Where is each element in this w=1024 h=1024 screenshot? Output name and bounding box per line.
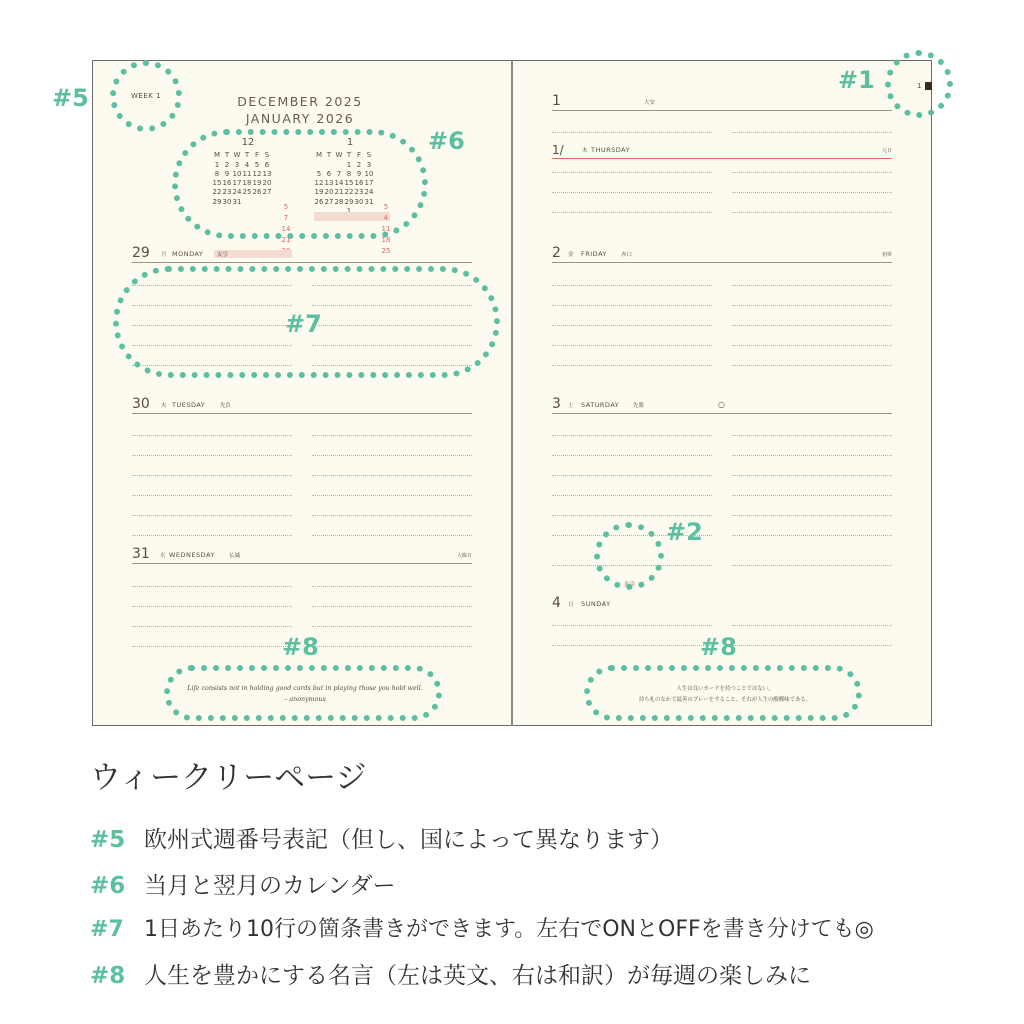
calendar-day: 24: [364, 188, 374, 197]
day-note: 初夢: [881, 252, 892, 258]
calendar-sunday: 4: [383, 214, 389, 222]
calendar-day: 5: [316, 169, 322, 178]
calendar-sunday: 21: [281, 236, 291, 244]
day-header-wednesday: [132, 546, 472, 564]
calendar-day: W: [335, 151, 343, 160]
calendar-day: 26: [314, 197, 324, 206]
writing-line: [552, 345, 712, 346]
calendar-day: 10: [364, 169, 374, 178]
day-number: 29: [132, 245, 150, 261]
callout-8-right: #8: [700, 633, 737, 661]
writing-line: [732, 515, 892, 516]
calendar-day: 16: [354, 179, 364, 188]
ring-week-number: [110, 60, 182, 132]
writing-line: [732, 535, 892, 536]
calendar-day: 11: [242, 169, 252, 178]
writing-line: [132, 495, 292, 496]
calendar-day: 1: [346, 160, 352, 169]
header-line2: JANUARY 2026: [245, 111, 355, 126]
header-line1: DECEMBER 2025: [237, 94, 363, 109]
writing-line: [732, 305, 892, 306]
day-rokuyo: 先勝: [633, 403, 645, 409]
writing-line: [552, 645, 712, 646]
mini-calendar-month: 12: [241, 137, 255, 148]
calendar-day: T: [346, 151, 352, 160]
planner-spine: [511, 60, 513, 726]
writing-line: [552, 212, 712, 213]
day-number: 31: [132, 546, 150, 562]
callout-1: #1: [838, 66, 875, 94]
calendar-day: S: [366, 151, 372, 160]
calendar-day: 17: [364, 179, 374, 188]
calendar-day: W: [233, 151, 241, 160]
calendar-day: 21: [334, 188, 344, 197]
quote-english-line1: Life consists not in holding good cards but in playing those you hold well.: [187, 685, 423, 692]
calendar-day: 16: [222, 179, 232, 188]
calendar-day: 8: [214, 169, 220, 178]
day-weekday: SATURDAY: [581, 401, 620, 409]
calendar-day: M: [213, 151, 221, 160]
calendar-day: F: [356, 151, 362, 160]
day-header-tuesday: [132, 396, 472, 414]
ring-quote-japanese: [584, 665, 862, 721]
calendar-day: 12: [252, 169, 262, 178]
calendar-day: T: [326, 151, 332, 160]
writing-line: [312, 455, 472, 456]
writing-line: [312, 435, 472, 436]
calendar-sunday: 7: [283, 214, 289, 222]
calendar-sunday: 18: [381, 236, 391, 244]
day-rule: [552, 110, 892, 111]
day-rule: [132, 413, 472, 414]
day-kanji: 土: [568, 403, 574, 409]
day-header-monday: [132, 245, 472, 263]
day-note: 大晦日: [456, 553, 472, 559]
day-number: 2: [552, 245, 561, 261]
feature-item-7: [90, 912, 874, 943]
day-header-sunday: [552, 595, 892, 613]
writing-line: [552, 435, 712, 436]
writing-line: [132, 535, 292, 536]
writing-line: [132, 646, 292, 647]
writing-line: [312, 495, 472, 496]
writing-line: [732, 455, 892, 456]
calendar-day: 8: [346, 169, 352, 178]
quote-japanese-line2: 持ち札のなかで最善のプレーをすること、それが人生の醍醐味である。: [638, 697, 812, 703]
writing-line: [552, 455, 712, 456]
day-weekday: WEDNESDAY: [169, 551, 215, 559]
day-rule: [552, 413, 892, 414]
day-rokuyo: 大安: [644, 100, 656, 106]
writing-line: [552, 285, 712, 286]
caption-title: ウィークリーページ: [90, 760, 367, 796]
quote-japanese-line1: 人生は良いカードを持つことではない。: [676, 686, 774, 692]
feature-item-6: [90, 867, 396, 900]
callout-5: #5: [52, 84, 89, 112]
calendar-day: 20: [262, 179, 272, 188]
day-rule: [132, 262, 472, 263]
writing-line: [312, 515, 472, 516]
calendar-day: 22: [212, 188, 222, 197]
feature-item-8: [90, 957, 811, 990]
calendar-day: 20: [324, 188, 334, 197]
day-rule: [552, 262, 892, 263]
callout-7: #7: [285, 310, 322, 338]
calendar-day: F: [254, 151, 260, 160]
calendar-day: 2: [356, 160, 362, 169]
day-kanji: 金: [568, 252, 574, 258]
day-number: 1: [552, 93, 561, 109]
writing-line: [312, 475, 472, 476]
calendar-day: M: [315, 151, 323, 160]
writing-line: [312, 586, 472, 587]
writing-line: [552, 192, 712, 193]
calendar-day: 13: [262, 169, 272, 178]
writing-line: [732, 565, 892, 566]
day-weekday: TUESDAY: [172, 401, 206, 409]
calendar-day: 23: [222, 188, 232, 197]
calendar-day: 19: [314, 188, 324, 197]
feature-text: 人生を豊かにする名言（左は英文、右は和訳）が毎週の楽しみに: [144, 963, 811, 989]
calendar-day: T: [244, 151, 250, 160]
calendar-day: 22: [344, 188, 354, 197]
writing-line: [132, 606, 292, 607]
calendar-day: 25: [242, 188, 252, 197]
week-label: WEEK 1: [131, 92, 162, 100]
day-kanji: 水: [160, 553, 166, 559]
day-rokuyo: 友引: [214, 250, 292, 258]
day-header-holiday-thursday-top: [552, 93, 892, 111]
writing-line: [312, 606, 472, 607]
calendar-day: 29: [344, 197, 354, 206]
calendar-day: 10: [232, 169, 242, 178]
calendar-sunday: 25: [381, 247, 391, 255]
writing-line: [312, 535, 472, 536]
feature-text: 1日あたり10行の箇条書きができます。左右でONとOFFを書き分けても◎: [144, 917, 874, 942]
day-kanji: 日: [568, 602, 574, 608]
day-header-thursday: [552, 141, 892, 159]
calendar-day: S: [264, 151, 270, 160]
writing-line: [312, 626, 472, 627]
writing-line: [132, 475, 292, 476]
writing-line: [732, 192, 892, 193]
writing-line: [732, 132, 892, 133]
calendar-day: 17: [232, 179, 242, 188]
calendar-day: 3: [234, 160, 240, 169]
writing-line: [732, 345, 892, 346]
writing-line: [552, 325, 712, 326]
calendar-day: 6: [326, 169, 332, 178]
writing-line: [732, 495, 892, 496]
writing-line: [132, 435, 292, 436]
day-number: 3: [552, 396, 561, 412]
calendar-day: 12: [314, 179, 324, 188]
feature-tag: #5: [90, 827, 126, 853]
calendar-day: 30: [354, 197, 364, 206]
calendar-day: 18: [242, 179, 252, 188]
day-rule: [552, 158, 892, 159]
callout-8-left: #8: [282, 633, 319, 661]
day-weekday: FRIDAY: [581, 250, 607, 258]
calendar-sunday: 5: [383, 203, 389, 211]
calendar-day: 2: [224, 160, 230, 169]
day-kanji: 木: [582, 148, 588, 154]
writing-line: [132, 515, 292, 516]
writing-line: [732, 212, 892, 213]
calendar-day: 4: [244, 160, 250, 169]
feature-text: 欧州式週番号表記（但し、国によって異なります）: [144, 827, 673, 853]
calendar-day: 23: [354, 188, 364, 197]
calendar-day: 31: [232, 197, 242, 206]
callout-2: #2: [666, 518, 703, 546]
writing-line: [552, 305, 712, 306]
day-header-saturday: [552, 396, 892, 414]
day-number: 30: [132, 396, 150, 412]
day-number: 4: [552, 595, 561, 611]
day-weekday: MONDAY: [172, 250, 204, 258]
calendar-day: 27: [262, 188, 272, 197]
quote-english-attribution: – anonymous: [284, 696, 326, 703]
writing-line: [132, 455, 292, 456]
feature-tag: #7: [90, 917, 124, 942]
calendar-day: 5: [254, 160, 260, 169]
ring-quote-english: [164, 665, 442, 721]
calendar-sunday: 11: [381, 225, 391, 233]
calendar-sunday: 14: [281, 225, 291, 233]
writing-line: [552, 172, 712, 173]
writing-line: [732, 435, 892, 436]
feature-tag: #6: [90, 873, 126, 899]
calendar-day: 28: [334, 197, 344, 206]
calendar-day: 3: [366, 160, 372, 169]
day-kanji: 火: [161, 403, 167, 409]
writing-line: [732, 172, 892, 173]
writing-line: [312, 646, 472, 647]
calendar-day: 13: [324, 179, 334, 188]
feature-text: 当月と翌月のカレンダー: [144, 873, 396, 899]
day-note: 元日: [881, 148, 892, 154]
mini-calendar-month: 1: [346, 137, 354, 148]
calendar-day: 9: [224, 169, 230, 178]
writing-line: [732, 365, 892, 366]
calendar-day: 27: [324, 197, 334, 206]
calendar-day: 19: [252, 179, 262, 188]
feature-tag: #8: [90, 963, 126, 989]
day-rule: [132, 563, 472, 564]
sunday-rokuyo-note: 友引: [624, 582, 636, 588]
ring-mini-calendars: [172, 129, 428, 239]
writing-line: [732, 645, 892, 646]
writing-line: [552, 625, 712, 626]
writing-line: [552, 132, 712, 133]
writing-line: [732, 475, 892, 476]
writing-line: [552, 515, 712, 516]
feature-item-5: [90, 821, 673, 854]
calendar-day: 6: [264, 160, 270, 169]
calendar-day: 9: [356, 169, 362, 178]
calendar-day: 29: [212, 197, 222, 206]
writing-line: [132, 626, 292, 627]
day-weekday: THURSDAY: [591, 146, 631, 154]
calendar-day: 15: [212, 179, 222, 188]
day-prefix: 1/: [552, 143, 564, 157]
writing-line: [552, 365, 712, 366]
ring-rokuyo: [594, 522, 664, 590]
callout-6: #6: [428, 127, 465, 155]
calendar-day: 30: [222, 197, 232, 206]
calendar-day: 31: [364, 197, 374, 206]
calendar-sunday: 5: [283, 203, 289, 211]
ring-page-number: [885, 50, 953, 118]
day-rokuyo: 先負: [220, 403, 232, 409]
calendar-day: 26: [252, 188, 262, 197]
writing-line: [732, 325, 892, 326]
page-number: 1: [917, 82, 922, 90]
calendar-day: 1: [214, 160, 220, 169]
writing-line: [732, 285, 892, 286]
writing-line: [132, 586, 292, 587]
calendar-day: 24: [232, 188, 242, 197]
calendar-day: 7: [336, 169, 342, 178]
calendar-day: T: [224, 151, 230, 160]
writing-line: [732, 625, 892, 626]
day-rokuyo: 赤口: [621, 252, 633, 258]
calendar-day: 14: [334, 179, 344, 188]
calendar-day: 15: [344, 179, 354, 188]
day-header-friday: [552, 245, 892, 263]
day-weekday: SUNDAY: [581, 600, 611, 608]
day-kanji: 月: [161, 252, 167, 258]
writing-line: [552, 475, 712, 476]
writing-line: [552, 495, 712, 496]
day-rokuyo: 仏滅: [229, 553, 241, 559]
day-symbol: ○: [718, 400, 725, 409]
